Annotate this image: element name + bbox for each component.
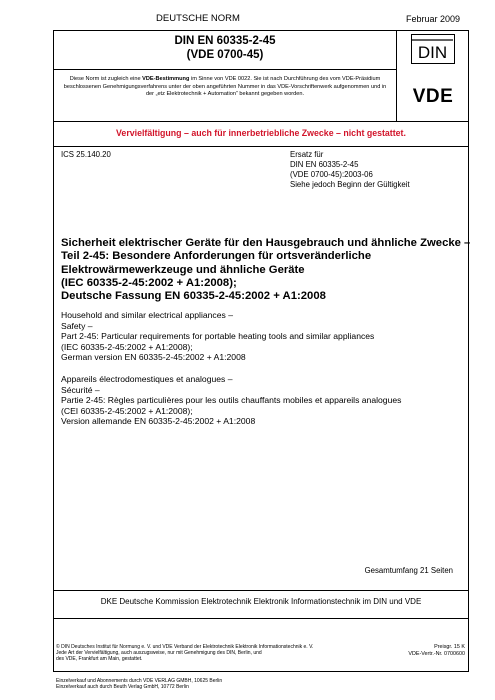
- title-german: [61, 237, 471, 303]
- title-french: [61, 374, 465, 427]
- copyright-line: Jede Art der Vervielfältigung, auch auszugsweise, nur mit Genehmigung des DIN, Berlin, und: [56, 650, 262, 657]
- title-en-line: German version EN 60335-2-45:2002 + A1:2008: [61, 352, 246, 362]
- vde-note-part1: Diese Norm ist zugleich eine: [69, 76, 143, 82]
- title-de-line: (IEC 60335-2-45:2002 + A1:2008);: [61, 276, 237, 289]
- price-group: Preisgr. 15 K: [434, 644, 465, 650]
- title-fr-line: Sécurité –: [61, 384, 100, 395]
- vde-note-part2: im Sinne von VDE 0022. Sie ist nach Durchführung des vom VDE-Präsidium beschlossenen Genehmigungsverfahrens unter der oben angeführten Nummer in das VDE-Vorschriftenwerk aufgenommen und in der „etz Elektrotechnik + Automation“ bekannt gegeben worden.: [63, 76, 387, 98]
- din-logo: [411, 34, 455, 64]
- replacement-line: (VDE 0700-45):2003-06: [290, 170, 373, 179]
- vde-note-block: [53, 70, 397, 122]
- sales-line: Einzelverkauf und Abonnements durch VDE VERLAG GMBH, 10625 Berlin: [56, 678, 223, 684]
- vde-note-bold: VDE-Bestimmung: [142, 76, 190, 82]
- vde-number: (VDE 0700-45): [186, 49, 264, 61]
- title-de-line: Elektrowärmewerkzeuge und ähnliche Geräte: [61, 263, 305, 276]
- replacement-line: DIN EN 60335-2-45: [290, 160, 359, 169]
- title-fr-line: (CEI 60335-2-45:2002 + A1:2008);: [61, 405, 193, 416]
- standard-category: DEUTSCHE NORM: [156, 13, 240, 24]
- committee-name: DKE Deutsche Kommission Elektrotechnik Elektronik Informationstechnik im DIN und VDE: [100, 597, 422, 606]
- title-en-line: Household and similar electrical appliances –: [61, 310, 233, 320]
- price-info: [408, 644, 465, 657]
- title-en-line: (IEC 60335-2-45:2002 + A1:2008);: [61, 341, 193, 352]
- issue-date: Februar 2009: [405, 14, 461, 24]
- vde-logo: VDE: [412, 86, 454, 107]
- din-logo-text: DIN: [417, 43, 448, 62]
- vde-note: [53, 76, 397, 99]
- copyright-line: © DIN Deutsches Institut für Normung e. V. und VDE Verband der Elektrotechnik Elektronik Informationstechnik e. V.: [56, 644, 314, 650]
- title-de-line: Deutsche Fassung EN 60335-2-45:2002 + A1:2008: [61, 290, 326, 303]
- replacement-line: Ersatz für: [290, 150, 324, 159]
- title-fr-line: Partie 2-45: Règles particulières pour les outils chauffants mobiles et appareils analogues: [61, 395, 402, 405]
- document-number: DIN EN 60335-2-45: [174, 35, 276, 47]
- ics-code: ICS 25.140.20: [61, 150, 111, 159]
- divider-committee-top: [53, 590, 469, 591]
- title-de-line: Teil 2-45: Besondere Anforderungen für ortsveränderliche: [61, 250, 372, 263]
- title-english: [61, 310, 465, 363]
- replacement-info: [290, 150, 410, 190]
- copyright-line: des VDE, Frankfurt am Main, gestattet.: [56, 656, 143, 663]
- copyright-notice: [56, 644, 386, 663]
- divider-top: [53, 146, 469, 147]
- total-pages: Gesamtumfang 21 Seiten: [364, 566, 453, 575]
- title-de-line: Sicherheit elektrischer Geräte für den Hausgebrauch und ähnliche Zwecke –: [61, 237, 471, 249]
- din-logo-mark: [412, 35, 453, 62]
- title-fr-line: Version allemande EN 60335-2-45:2002 + A1:2008: [61, 416, 256, 426]
- vde-logo-cell: [396, 70, 469, 122]
- title-en-line: Part 2-45: Particular requirements for portable heating tools and similar appliances: [61, 331, 375, 341]
- document-number-block: [53, 30, 397, 70]
- divider-committee-bottom: [53, 618, 469, 619]
- replacement-line: Siehe jedoch Beginn der Gültigkeit: [290, 180, 410, 189]
- title-en-line: Safety –: [61, 320, 93, 331]
- sales-info: [56, 678, 222, 690]
- order-number: VDE-Vertr.-Nr. 0700600: [408, 650, 465, 657]
- title-fr-line: Appareils électrodomestiques et analogues –: [61, 374, 233, 384]
- reproduction-warning: Vervielfältigung – auch für innerbetriebliche Zwecke – nicht gestattet.: [116, 128, 406, 138]
- din-logo-cell: [396, 30, 469, 70]
- sales-line: Einzelverkauf auch durch Beuth Verlag GmbH, 10772 Berlin: [56, 684, 189, 691]
